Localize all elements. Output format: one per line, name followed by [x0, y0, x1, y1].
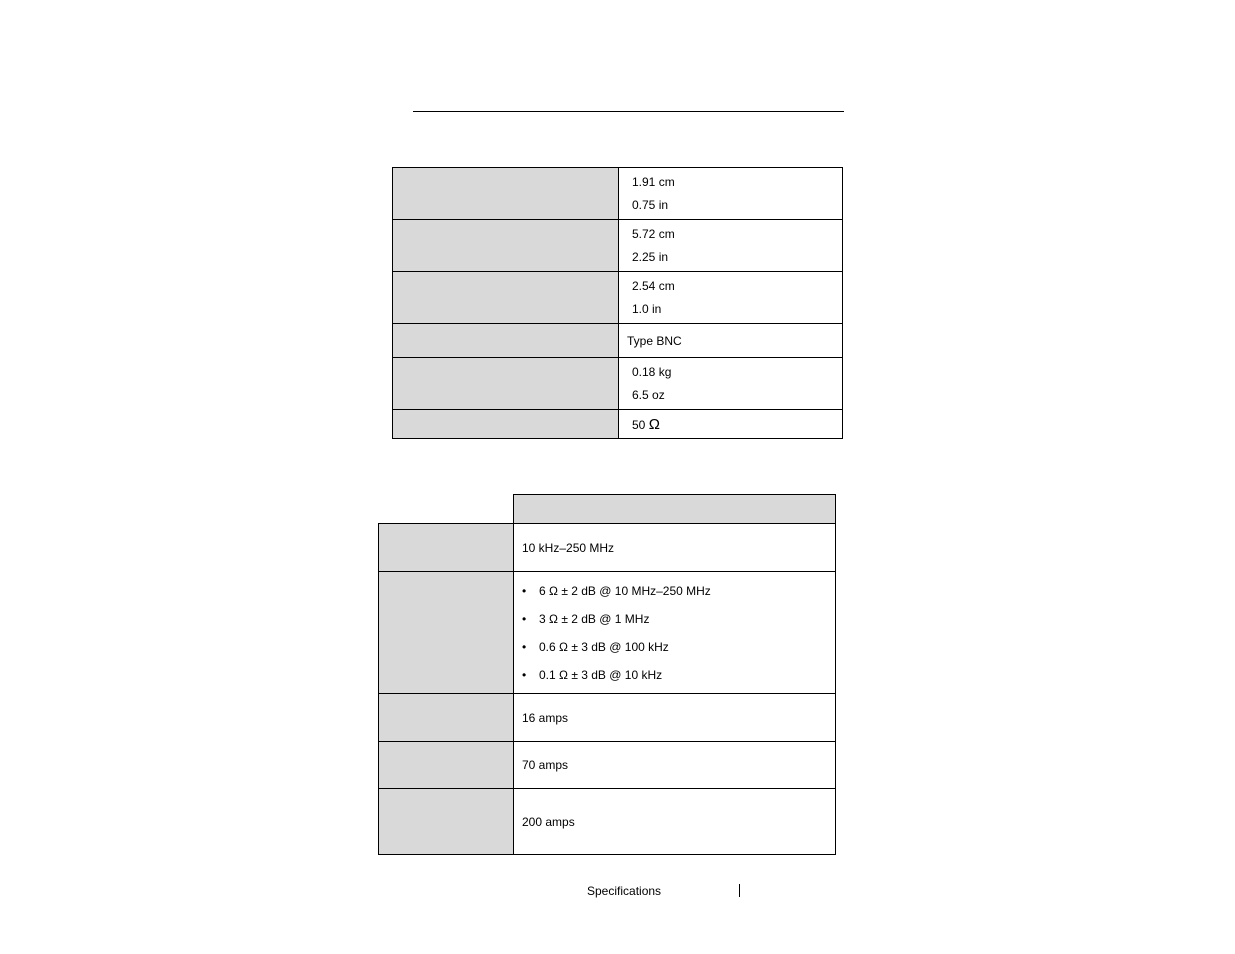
row-label-cell [393, 324, 619, 358]
row-label-cell [393, 358, 619, 410]
row-label-cell [393, 272, 619, 324]
row-label-cell [379, 742, 514, 789]
header-rule [413, 111, 844, 112]
row-label-cell [379, 524, 514, 572]
list-item: • 0.6 Ω ± 3 dB @ 100 kHz [522, 633, 835, 661]
value-cell [619, 272, 843, 324]
table-row [379, 742, 836, 789]
row-label-cell [393, 410, 619, 439]
bullet-icon: • [522, 611, 527, 626]
list-item: • 3 Ω ± 2 dB @ 1 MHz [522, 605, 835, 633]
value-cell [619, 168, 843, 220]
bullet-icon: • [522, 583, 527, 598]
value-imperial: 0.75 in [632, 197, 669, 212]
bullet-list [514, 577, 835, 689]
footer-divider [739, 884, 740, 897]
table-row [393, 324, 843, 358]
header-empty-cell [379, 495, 514, 524]
impedance-value: 50 [632, 417, 646, 432]
value-metric: 1.91 cm [632, 174, 675, 189]
value-metric: 2.54 cm [632, 278, 675, 293]
table-row [393, 220, 843, 272]
table-row [379, 694, 836, 742]
value-cell [619, 358, 843, 410]
list-item: • 6 Ω ± 2 dB @ 10 MHz–250 MHz [522, 577, 835, 605]
bullet-icon: • [522, 639, 527, 654]
connector-type: Type BNC [627, 333, 682, 348]
row-label-cell [379, 789, 514, 855]
row-label-cell [379, 572, 514, 694]
table-header-row [379, 495, 836, 524]
footer-section-label: Specifications [587, 884, 662, 898]
table-row [393, 168, 843, 220]
value-cell [514, 572, 836, 694]
value-cell [619, 220, 843, 272]
table-row [379, 524, 836, 572]
table-row [379, 572, 836, 694]
value-metric: 0.18 kg [632, 364, 672, 379]
list-item: • 0.1 Ω ± 3 dB @ 10 kHz [522, 661, 835, 689]
ohm-symbol: Ω [648, 415, 660, 433]
value-cell: 16 amps [514, 694, 836, 742]
table-row [393, 272, 843, 324]
value-cell [619, 324, 843, 358]
value-cell: 200 amps [514, 789, 836, 855]
value-cell [619, 410, 843, 439]
value-cell: 10 kHz–250 MHz [514, 524, 836, 572]
value-metric: 5.72 cm [632, 226, 675, 241]
value-imperial: 1.0 in [632, 301, 662, 316]
value-imperial: 6.5 oz [632, 387, 665, 402]
header-cell [514, 495, 836, 524]
row-label-cell [393, 220, 619, 272]
bullet-icon: • [522, 667, 527, 682]
table-row [393, 358, 843, 410]
value-cell: 70 amps [514, 742, 836, 789]
row-label-cell [379, 694, 514, 742]
performance-specs-table [378, 494, 836, 855]
table-row [393, 410, 843, 439]
value-imperial: 2.25 in [632, 249, 669, 264]
row-label-cell [393, 168, 619, 220]
physical-specs-table [392, 167, 843, 439]
table-row [379, 789, 836, 855]
